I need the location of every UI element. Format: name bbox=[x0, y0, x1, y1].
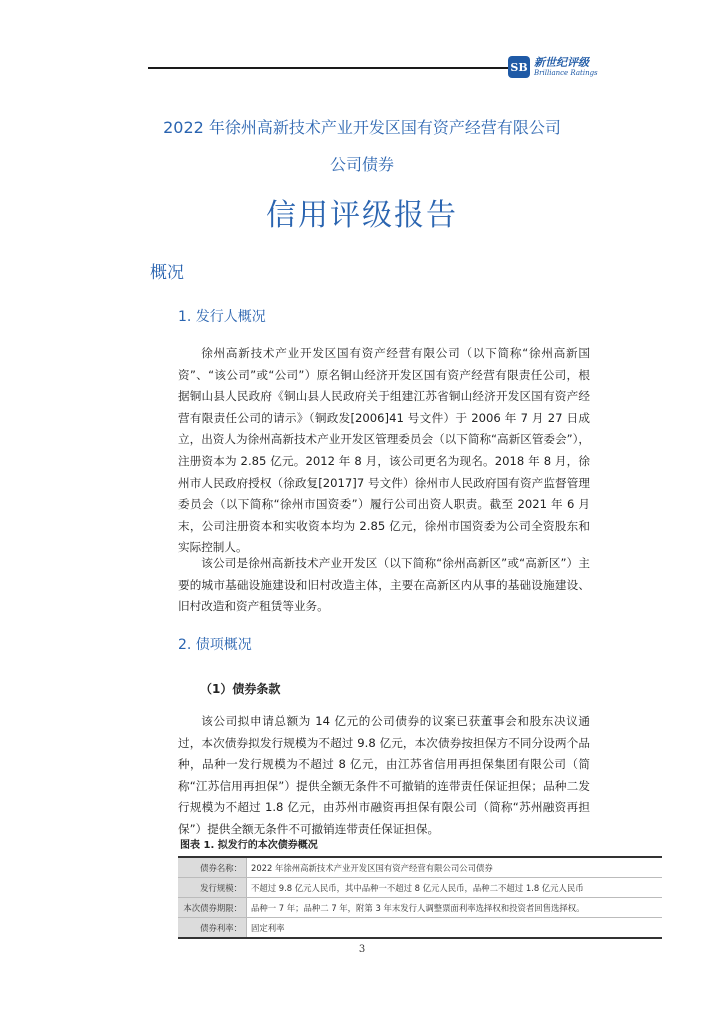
header-rule bbox=[148, 67, 508, 69]
logo-text bbox=[534, 57, 598, 77]
paragraph-issuer: 徐州高新技术产业开发区国有资产经营有限公司（以下简称“徐州高新国资”、“该公司”或“公司”）原名铜山经济开发区国有资产经营有限责任公司，根据铜山县人民政府《铜山县人民政府关于组建江苏省铜山经济开发区国有资产经营有限责任公司的请示》（铜政发[2006]41 号文件）于 2006 年 7 月 27 日成立，出资人为徐州高新技术产业开发区管理委员会（以下简称“高新区管委会”），注册资本为 2.85 亿元。2012 年 8 月，该公司更名为现名。2018 年 8 月，徐州市人民政府授权（徐政复[2017]7 号文件）徐州市人民政府国有资产监督管理委员会（以下简称“徐州市国资委”）履行公司出资人职责。截至 2021 年 6 月末，公司注册资本和实收资本均为 2.85 亿元，徐州市国资委为公司全资股东和实际控制人。 bbox=[178, 346, 590, 555]
page-number: 3 bbox=[358, 944, 366, 955]
row-label: 债券利率： bbox=[178, 918, 247, 939]
report-title-line2: 公司债券 bbox=[329, 155, 394, 174]
row-value: 2022 年徐州高新技术产业开发区国有资产经营有限公司公司债券 bbox=[247, 857, 663, 878]
table-caption: 图表 1. 拟发行的本次债券概况 bbox=[180, 840, 318, 851]
report-title-main: 信用评级报告 bbox=[266, 198, 458, 233]
table-row bbox=[178, 857, 662, 878]
row-value: 固定利率 bbox=[247, 918, 663, 939]
logo-icon: SB bbox=[508, 56, 530, 78]
row-value: 品种一 7 年；品种二 7 年，附第 3 年末发行人调整票面利率选择权和投资者回售选择权。 bbox=[247, 898, 663, 918]
row-label: 发行规模： bbox=[178, 878, 247, 898]
bond-terms-heading: （1）债券条款 bbox=[200, 682, 281, 696]
row-label: 债券名称： bbox=[178, 857, 247, 878]
table-row bbox=[178, 918, 662, 939]
section-heading: 概况 bbox=[150, 263, 184, 283]
row-value: 不超过 9.8 亿元人民币，其中品种一不超过 8 亿元人民币，品种二不超过 1.8 亿元人民币 bbox=[247, 878, 663, 898]
table-row bbox=[178, 898, 662, 918]
logo-en: Brilliance Ratings bbox=[534, 69, 598, 77]
row-label: 本次债券期限： bbox=[178, 898, 247, 918]
logo-cn: 新世纪评级 bbox=[534, 56, 589, 69]
brand-logo bbox=[508, 56, 598, 78]
subsection-bond: 2. 债项概况 bbox=[178, 637, 252, 653]
paragraph-business: 该公司是徐州高新技术产业开发区（以下简称“徐州高新区”或“高新区”）主要的城市基础设施建设和旧村改造主体，主要在高新区内从事的基础设施建设、旧村改造和资产租赁等业务。 bbox=[178, 556, 590, 614]
bond-summary-table bbox=[178, 856, 662, 939]
paragraph-bond-terms: 该公司拟申请总额为 14 亿元的公司债券的议案已获董事会和股东决议通过，本次债券拟发行规模为不超过 9.8 亿元，本次债券按担保方不同分设两个品种，品种一发行规模为不超过 8 亿元，由江苏省信用再担保集团有限公司（简称“江苏信用再担保”）提供全额无条件不可撤销的连带责任保证担保；品种二发行规模为不超过 1.8 亿元，由苏州市融资再担保有限公司（简称“苏州融资再担保”）提供全额无条件不可撤销连带责任保证担保。 bbox=[178, 714, 590, 836]
subsection-issuer: 1. 发行人概况 bbox=[178, 309, 266, 325]
table-row bbox=[178, 878, 662, 898]
report-title-line1: 2022 年徐州高新技术产业开发区国有资产经营有限公司 bbox=[163, 118, 561, 137]
